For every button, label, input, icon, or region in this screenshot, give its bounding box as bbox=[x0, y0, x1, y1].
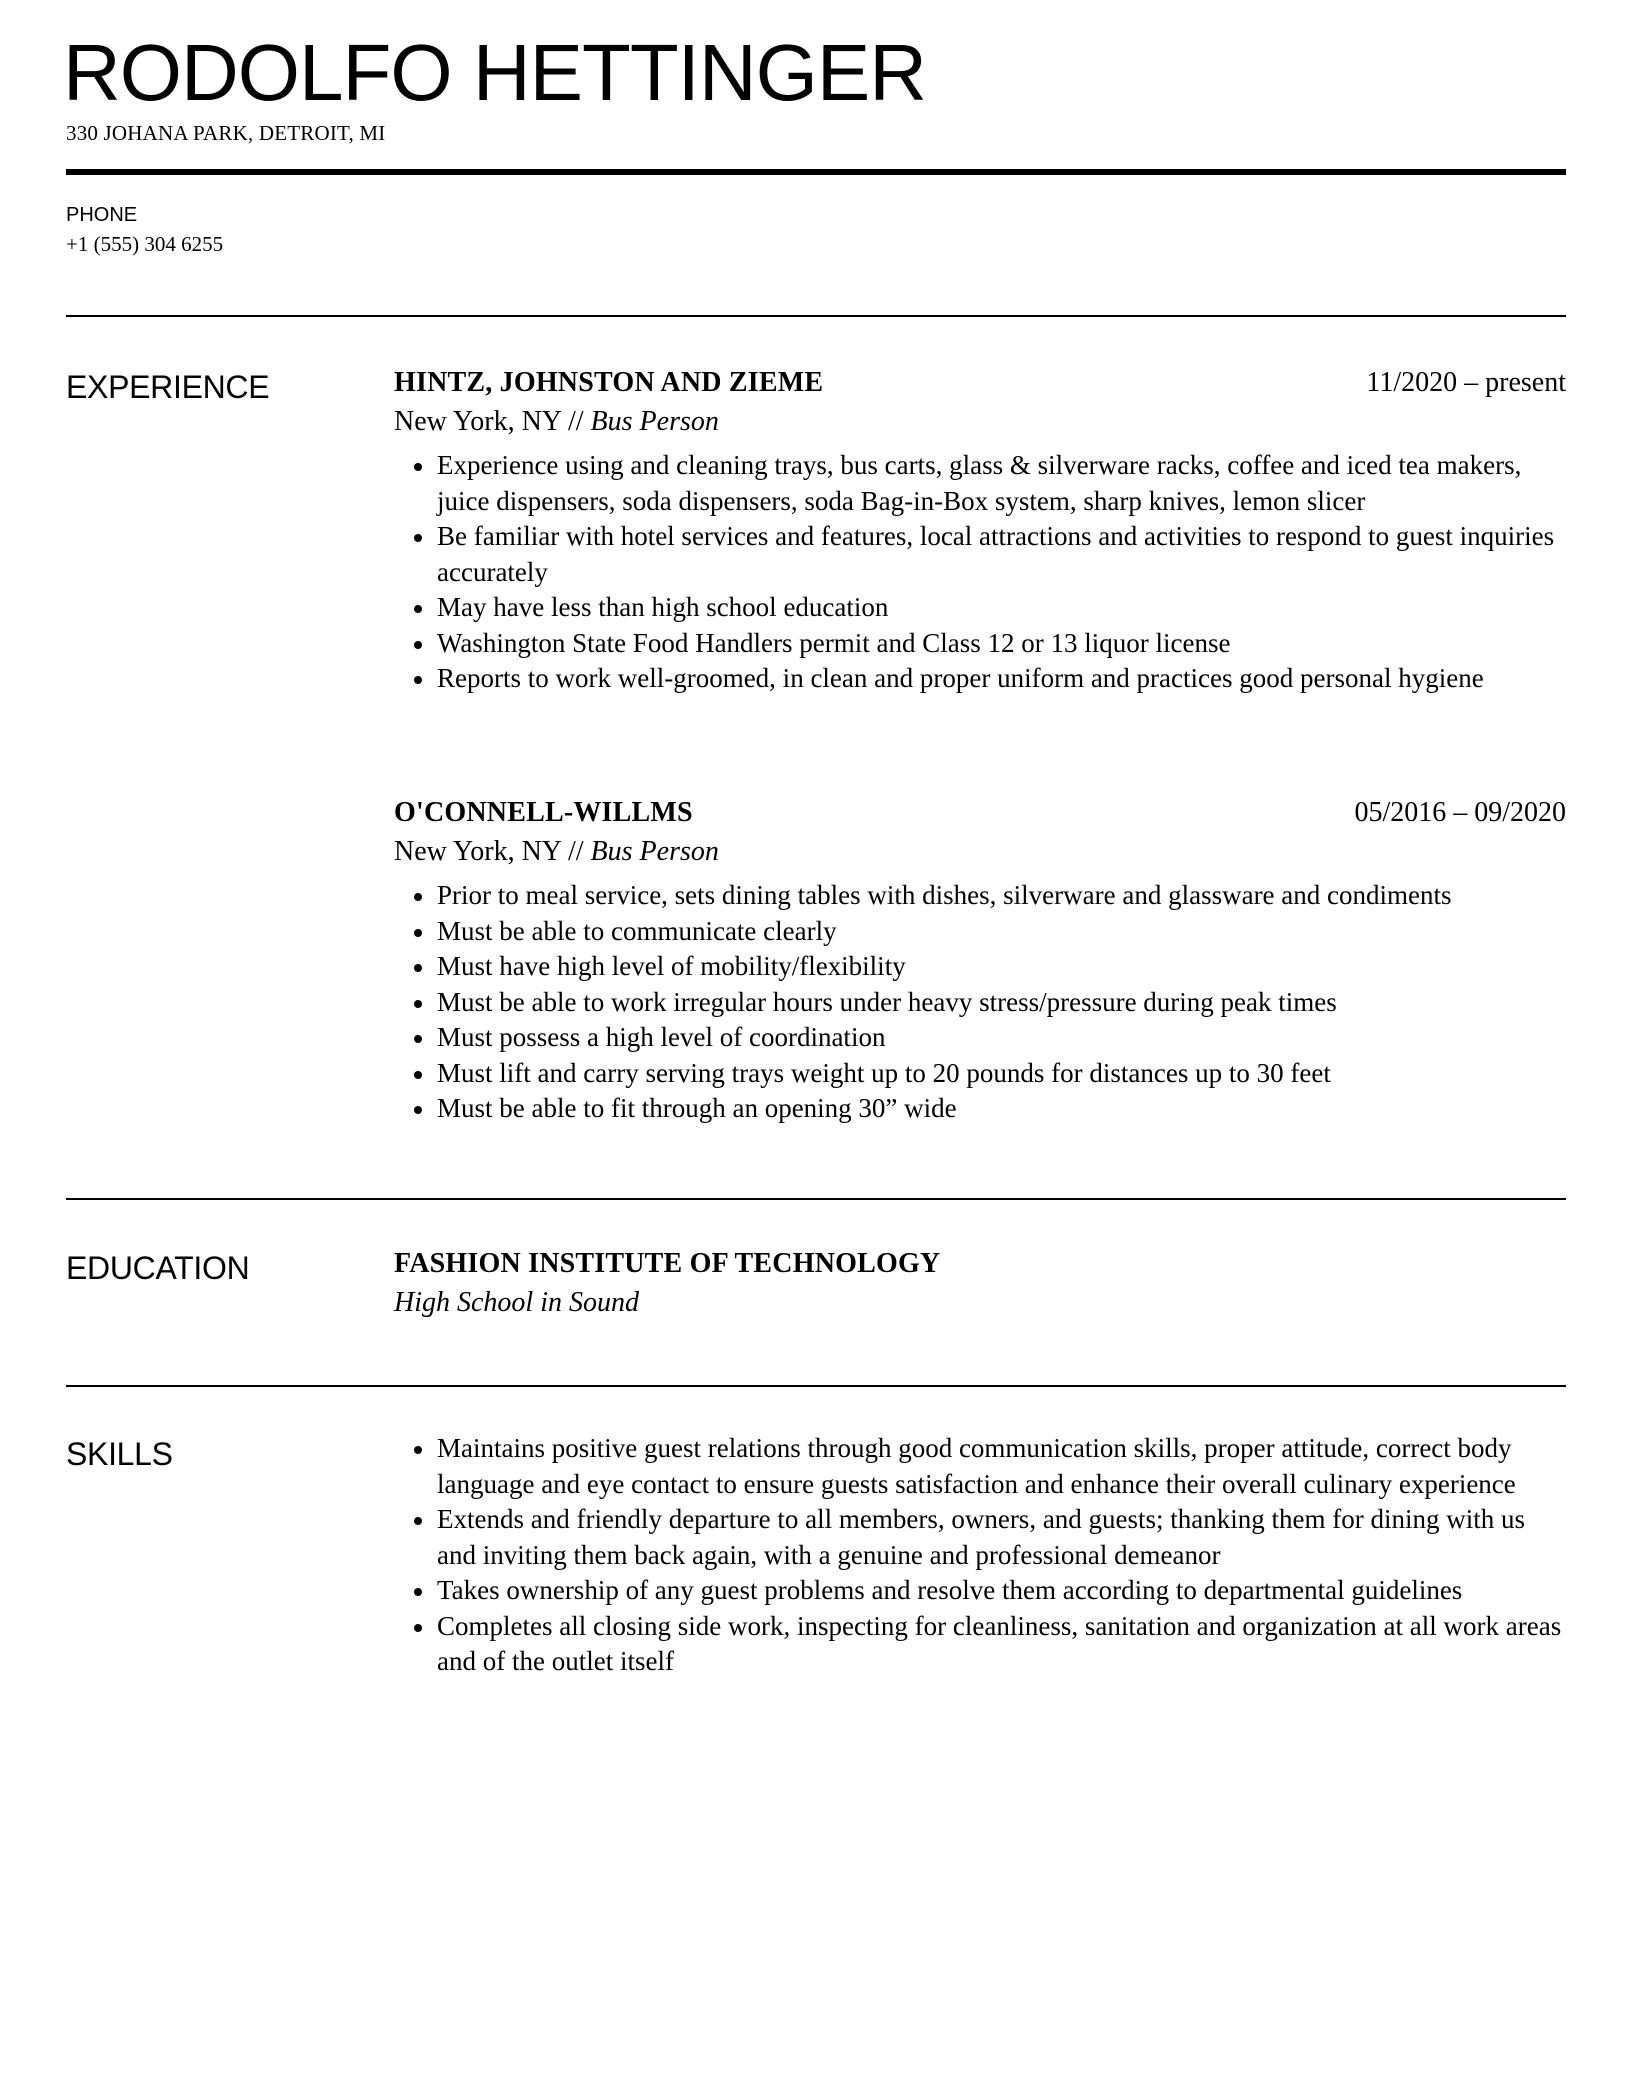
bullet-icon bbox=[414, 534, 422, 542]
bullet-text: Maintains positive guest relations through good communication skills, proper attitude, correct body language and eye contact to ensure guests satisfaction and enhance their overall culinary experience bbox=[437, 1433, 1516, 1499]
phone-value: +1 (555) 304 6255 bbox=[66, 232, 224, 256]
bullet-icon bbox=[414, 929, 422, 937]
list-item bbox=[394, 448, 1566, 519]
skills-entry bbox=[394, 1431, 1566, 1680]
address: 330 JOHANA PARK, DETROIT, MI bbox=[66, 121, 386, 145]
bullet-text: Takes ownership of any guest problems and resolve them according to departmental guidelines bbox=[437, 1575, 1463, 1605]
bullet-icon bbox=[414, 605, 422, 613]
phone-label: PHONE bbox=[66, 204, 138, 226]
bullet-icon bbox=[414, 1624, 422, 1632]
bullet-text: Must be able to work irregular hours under heavy stress/pressure during peak times bbox=[437, 986, 1337, 1017]
job-bullets bbox=[394, 878, 1566, 1127]
list-item bbox=[394, 1609, 1566, 1680]
job-dates: 05/2016 – 09/2020 bbox=[1354, 797, 1566, 828]
job-header bbox=[394, 794, 1566, 832]
job-bullets bbox=[394, 448, 1566, 697]
list-item bbox=[394, 985, 1566, 1021]
job-header bbox=[394, 364, 1566, 402]
job-title: Bus Person bbox=[590, 836, 719, 867]
bullet-text: Must possess a high level of coordination bbox=[437, 1022, 886, 1052]
bullet-icon bbox=[414, 676, 422, 684]
list-item bbox=[394, 1020, 1566, 1056]
experience-heading: EXPERIENCE bbox=[66, 369, 270, 405]
company-name: HINTZ, JOHNSTON AND ZIEME bbox=[394, 367, 824, 398]
skills-bullets bbox=[394, 1431, 1566, 1680]
bullet-icon bbox=[414, 1000, 422, 1008]
education-entry bbox=[394, 1245, 1566, 1323]
education-heading: EDUCATION bbox=[66, 1250, 250, 1286]
bullet-icon bbox=[414, 1071, 422, 1079]
company-name: O'CONNELL-WILLMS bbox=[394, 797, 693, 828]
section-divider bbox=[66, 1385, 1566, 1387]
list-item bbox=[394, 1573, 1566, 1609]
bullet-text: Be familiar with hotel services and features, local attractions and activities to respond to guest inquiries accurately bbox=[437, 521, 1555, 587]
list-item bbox=[394, 949, 1566, 985]
job-entry bbox=[394, 794, 1566, 1127]
list-item bbox=[394, 1431, 1566, 1502]
bullet-text: Completes all closing side work, inspecting for cleanliness, sanitation and organization at all work areas and of the outlet itself bbox=[437, 1610, 1562, 1676]
degree: High School in Sound bbox=[394, 1287, 639, 1318]
job-dates: 11/2020 – present bbox=[1366, 367, 1566, 398]
job-entry bbox=[394, 364, 1566, 697]
bullet-icon bbox=[414, 463, 422, 471]
bullet-icon bbox=[414, 893, 422, 901]
separator: // bbox=[560, 406, 591, 437]
bullet-text: Experience using and cleaning trays, bus carts, glass & silverware racks, coffee and iced tea makers, juice dispensers, soda dispensers, soda Bag-in-Box system, sharp knives, lemon slicer bbox=[437, 450, 1522, 516]
bullet-text: Prior to meal service, sets dining tables with dishes, silverware and glassware and condiments bbox=[437, 880, 1452, 910]
skills-heading: SKILLS bbox=[66, 1436, 173, 1472]
bullet-text: Must have high level of mobility/flexibility bbox=[437, 951, 906, 981]
separator: // bbox=[560, 836, 591, 867]
job-location: New York, NY bbox=[394, 406, 561, 437]
bullet-icon bbox=[414, 1035, 422, 1043]
header-divider bbox=[66, 169, 1566, 175]
list-item bbox=[394, 1502, 1566, 1573]
job-location-title bbox=[394, 402, 1566, 442]
job-title: Bus Person bbox=[590, 406, 719, 437]
list-item bbox=[394, 519, 1566, 590]
section-divider bbox=[66, 315, 1566, 317]
bullet-text: Reports to work well-groomed, in clean and proper uniform and practices good personal hygiene bbox=[437, 663, 1484, 693]
list-item bbox=[394, 590, 1566, 626]
bullet-icon bbox=[414, 1517, 422, 1525]
section-divider bbox=[66, 1198, 1566, 1200]
bullet-text: Washington State Food Handlers permit and Class 12 or 13 liquor license bbox=[437, 627, 1231, 658]
list-item bbox=[394, 878, 1566, 914]
bullet-text: May have less than high school education bbox=[437, 592, 889, 622]
bullet-icon bbox=[414, 964, 422, 972]
bullet-icon bbox=[414, 1588, 422, 1596]
list-item bbox=[394, 1056, 1566, 1092]
list-item bbox=[394, 1091, 1566, 1127]
list-item bbox=[394, 661, 1566, 697]
resume-name: RODOLFO HETTINGER bbox=[63, 28, 927, 117]
list-item bbox=[394, 914, 1566, 950]
job-location: New York, NY bbox=[394, 836, 561, 867]
bullet-text: Must be able to communicate clearly bbox=[437, 915, 837, 946]
bullet-text: Extends and friendly departure to all members, owners, and guests; thanking them for dining with us and inviting them back again, with a genuine and professional demeanor bbox=[437, 1504, 1526, 1570]
job-location-title bbox=[394, 832, 1566, 872]
bullet-icon bbox=[414, 1446, 422, 1454]
bullet-icon bbox=[414, 1106, 422, 1114]
bullet-text: Must lift and carry serving trays weight up to 20 pounds for distances up to 30 feet bbox=[437, 1057, 1331, 1088]
school-name: FASHION INSTITUTE OF TECHNOLOGY bbox=[394, 1248, 941, 1279]
list-item bbox=[394, 626, 1566, 662]
bullet-text: Must be able to fit through an opening 30” wide bbox=[437, 1093, 957, 1123]
bullet-icon bbox=[414, 641, 422, 649]
